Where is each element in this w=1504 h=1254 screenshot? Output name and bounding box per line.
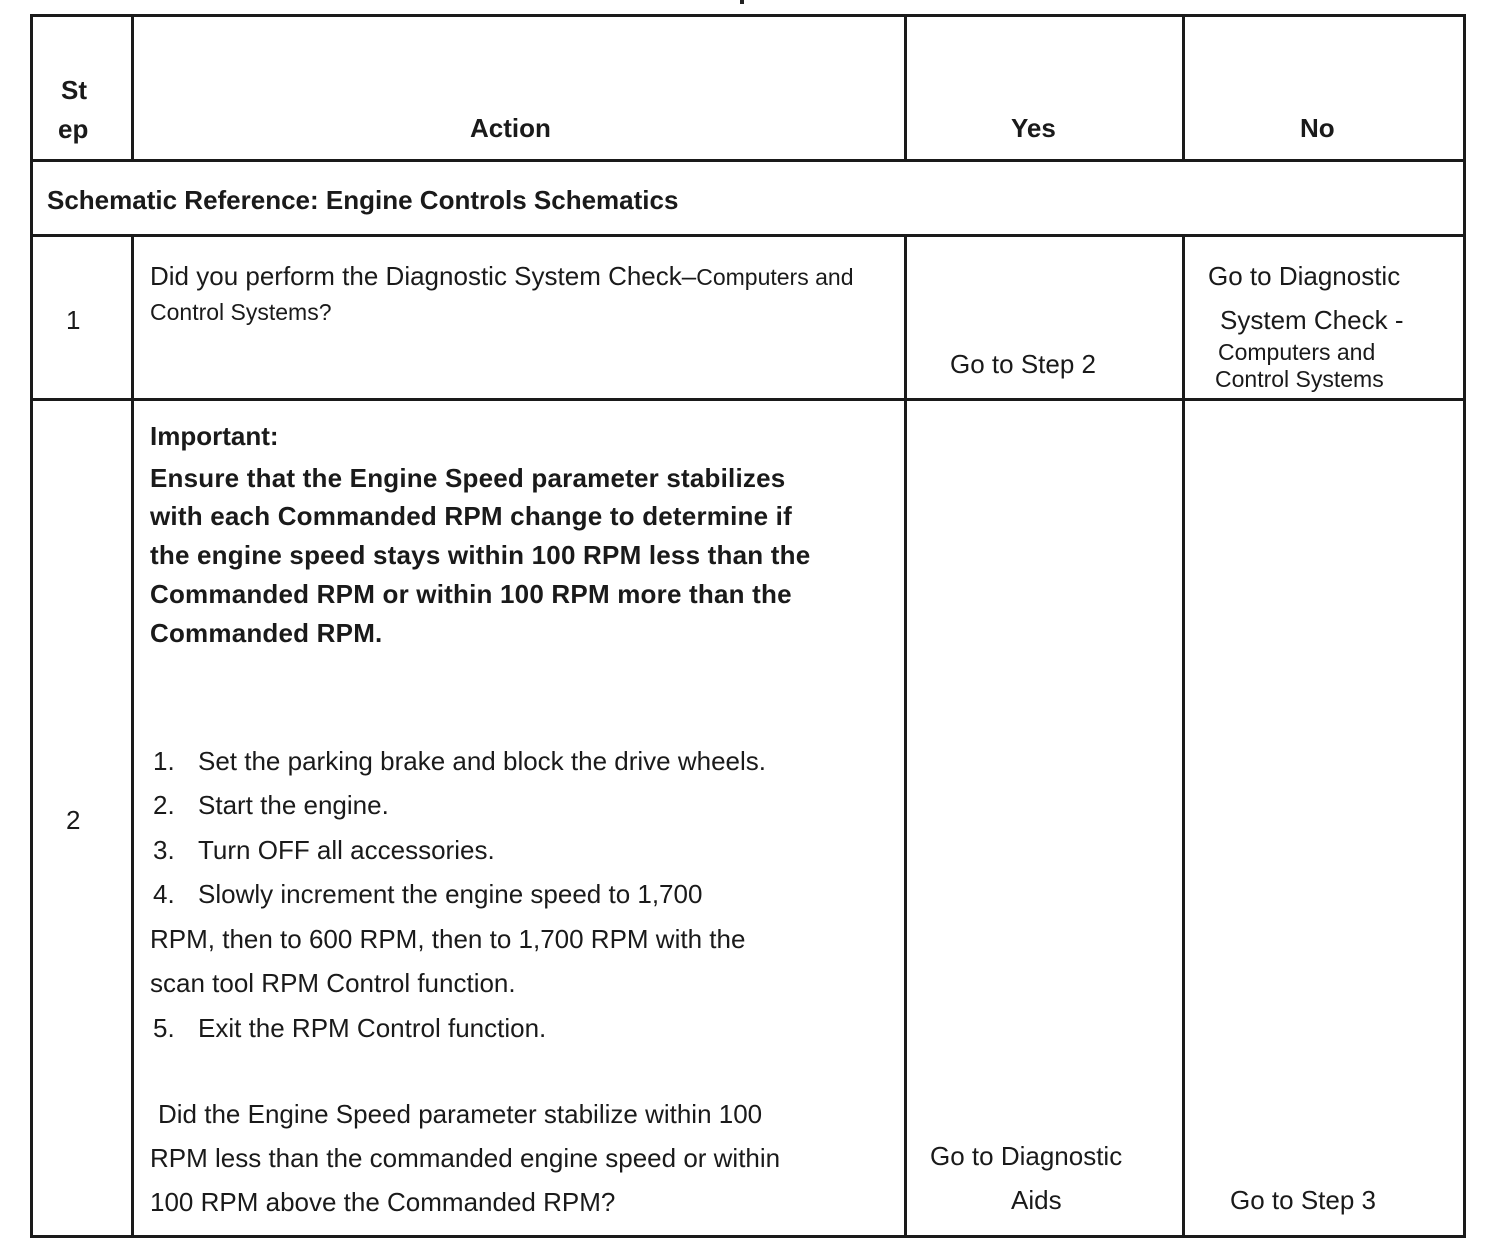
page-mark — [740, 0, 744, 4]
important-line: Commanded RPM or within 100 RPM more than the — [150, 579, 792, 609]
procedure-step-number: 2. — [153, 790, 175, 820]
important-line: Commanded RPM. — [150, 618, 383, 648]
col-divider-step-header — [131, 14, 134, 162]
procedure-step-text: Start the engine. — [198, 790, 389, 820]
header-action: Action — [470, 113, 551, 143]
row1-yes: Go to Step 2 — [950, 349, 1096, 379]
col-divider-yes-header — [1182, 14, 1185, 162]
col-divider-action — [904, 234, 907, 1238]
important-line: with each Commanded RPM change to determine if — [150, 501, 792, 531]
procedure-step-text: Slowly increment the engine speed to 1,700 — [198, 879, 703, 909]
procedure-step-continuation: RPM, then to 600 RPM, then to 1,700 RPM with the — [150, 924, 746, 954]
schematic-reference: Schematic Reference: Engine Controls Schematics — [47, 185, 679, 215]
procedure-step-number: 5. — [153, 1013, 175, 1043]
col-divider-step — [131, 234, 134, 1238]
header-step-line1: St — [61, 75, 87, 105]
schematic-divider — [30, 234, 1466, 237]
procedure-step-text: Exit the RPM Control function. — [198, 1013, 547, 1043]
important-line: Ensure that the Engine Speed parameter stabilizes — [150, 463, 786, 493]
row1-no-line1: Go to Diagnostic — [1208, 261, 1401, 291]
procedure-step-text: Turn OFF all accessories. — [198, 835, 495, 865]
header-divider — [30, 159, 1466, 162]
header-step-line2: ep — [58, 114, 89, 144]
procedure-step-text: Set the parking brake and block the drive wheels. — [198, 746, 767, 776]
procedure-step-continuation: scan tool RPM Control function. — [150, 968, 516, 998]
header-no: No — [1300, 113, 1335, 143]
question-line: RPM less than the commanded engine speed or within — [150, 1143, 781, 1173]
row1-no-line2: System Check - — [1220, 305, 1404, 335]
row2-no: Go to Step 3 — [1230, 1185, 1376, 1215]
header-yes: Yes — [1011, 113, 1056, 143]
col-divider-yes — [1182, 234, 1185, 1238]
row1-action-line1: Did you perform the Diagnostic System Check–Computers and — [150, 261, 854, 291]
important-line: the engine speed stays within 100 RPM less than the — [150, 540, 811, 570]
procedure-step-number: 3. — [153, 835, 175, 865]
question-line: 100 RPM above the Commanded RPM? — [150, 1187, 616, 1217]
row1-no-line3: Computers and — [1218, 339, 1376, 365]
question-line: Did the Engine Speed parameter stabilize within 100 — [158, 1099, 763, 1129]
important-label: Important: — [150, 421, 279, 451]
procedure-step-number: 1. — [153, 746, 175, 776]
row1-divider — [30, 398, 1466, 401]
row2-step: 2 — [66, 805, 81, 835]
row1-step: 1 — [66, 305, 81, 335]
row1-action-line2: Control Systems? — [150, 299, 332, 325]
col-divider-action-header — [904, 14, 907, 162]
row2-yes-line1: Go to Diagnostic — [930, 1141, 1123, 1171]
row1-no-line4: Control Systems — [1215, 366, 1384, 392]
row2-yes-line2: Aids — [1011, 1185, 1062, 1215]
procedure-step-number: 4. — [153, 879, 175, 909]
